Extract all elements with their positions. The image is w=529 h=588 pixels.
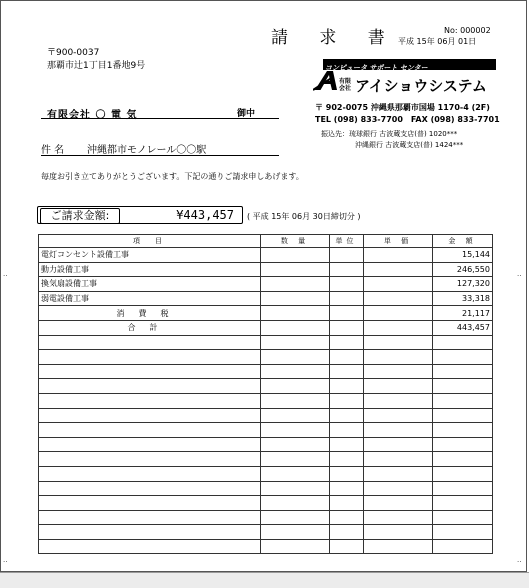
billing-period: ( 平成 15年 06月 30日締切分 ) [247,212,361,221]
table-cell-empty [261,466,330,481]
company-prefix-line2: 会社 [339,85,352,92]
table-cell-empty [261,408,330,423]
table-cell-empty [433,466,493,481]
table-cell-empty [39,408,261,423]
table-cell-empty [261,481,330,496]
table-cell-empty [330,466,364,481]
table-cell-empty [364,496,433,511]
table-cell-empty [261,364,330,379]
table-cell-empty [39,364,261,379]
table-cell-empty [433,350,493,365]
company-tagline: コンピュータ サポート センター [325,64,428,72]
table-row [39,291,493,306]
table-cell-price [364,306,433,321]
table-cell-empty [433,539,493,554]
header-price: 単 価 [364,235,433,248]
table-cell-empty [364,510,433,525]
document-title: 請 求 書 [271,28,398,48]
table-cell-empty [433,481,493,496]
margin-marker-bottom-right: .. [517,556,522,564]
table-cell-unit [330,306,364,321]
margin-marker-bottom-left: .. [3,556,8,564]
subject-label: 件 名 [41,145,65,156]
table-cell-empty [330,393,364,408]
table-cell-unit [330,277,364,292]
margin-marker-left: .. [3,270,8,278]
table-cell-amount: 246,550 [433,262,493,277]
table-row [39,248,493,263]
table-cell-empty [330,539,364,554]
table-cell-empty [261,496,330,511]
table-cell-empty [39,350,261,365]
subject-underline [41,155,279,156]
table-cell-empty [39,423,261,438]
table-cell-empty [261,335,330,350]
table-cell-amount: 127,320 [433,277,493,292]
table-cell-empty [433,408,493,423]
table-row-blank [39,379,493,394]
table-cell-empty [330,481,364,496]
items-header-row [39,235,493,248]
table-cell-empty [261,437,330,452]
table-cell-empty [433,364,493,379]
table-cell-empty [261,423,330,438]
table-cell-price [364,262,433,277]
document-number: No: 000002 [444,26,491,35]
table-cell-price [364,291,433,306]
company-address: 〒 902-0075 沖縄県那覇市国場 1170-4 (2F) [315,103,490,112]
table-cell-empty [39,335,261,350]
table-cell-empty [433,525,493,540]
table-cell-empty [364,408,433,423]
table-row [39,306,493,321]
table-cell-empty [39,496,261,511]
table-cell-item: 動力設備工事 [39,262,261,277]
table-cell-amount: 15,144 [433,248,493,263]
header-amount: 金 額 [433,235,493,248]
margin-marker-right: .. [517,270,522,278]
table-row-blank [39,335,493,350]
table-cell-item: 合計 [39,320,261,335]
table-row-blank [39,437,493,452]
table-cell-empty [330,379,364,394]
table-cell-unit [330,248,364,263]
table-cell-empty [364,466,433,481]
subject-value: 沖縄都市モノレール〇〇駅 [87,145,207,156]
table-row [39,320,493,335]
table-cell-qty [261,306,330,321]
viewer-status-bar [0,572,529,588]
table-cell-empty [39,379,261,394]
company-tel: TEL (098) 833-7700 FAX (098) 833-7701 [315,115,500,124]
table-cell-empty [364,437,433,452]
company-prefix [339,78,351,92]
table-cell-empty [261,452,330,467]
table-cell-empty [364,452,433,467]
table-row-blank [39,496,493,511]
table-cell-qty [261,262,330,277]
table-cell-empty [364,379,433,394]
table-cell-empty [39,466,261,481]
table-cell-empty [261,539,330,554]
table-row-blank [39,408,493,423]
table-cell-empty [39,510,261,525]
table-cell-qty [261,248,330,263]
header-qty: 数 量 [261,235,330,248]
billing-total-box [37,206,243,224]
recipient-postal: 〒900-0037 [47,48,100,58]
table-cell-unit [330,320,364,335]
table-cell-empty [330,423,364,438]
table-cell-empty [330,510,364,525]
table-cell-unit [330,291,364,306]
table-cell-empty [330,452,364,467]
items-body [39,248,493,554]
table-cell-empty [39,481,261,496]
table-row-blank [39,452,493,467]
table-row-blank [39,510,493,525]
table-cell-empty [39,393,261,408]
table-cell-empty [364,423,433,438]
document-date: 平成 15年 06月 01日 [398,37,477,46]
table-cell-empty [39,525,261,540]
table-row-blank [39,539,493,554]
recipient-underline [41,118,279,119]
greeting-text: 毎度お引き立てありがとうございます。下記の通りご請求申しあげます。 [41,172,304,181]
table-cell-empty [433,437,493,452]
table-row [39,277,493,292]
table-cell-empty [364,350,433,365]
table-cell-empty [364,539,433,554]
table-row-blank [39,481,493,496]
table-row [39,262,493,277]
table-cell-empty [433,379,493,394]
table-cell-item: 電灯コンセント設備工事 [39,248,261,263]
table-row-blank [39,364,493,379]
table-cell-empty [39,452,261,467]
billing-label: ご請求金額: [40,208,120,224]
table-cell-empty [261,510,330,525]
table-cell-empty [330,496,364,511]
recipient-address: 那覇市辻1丁目1番地9号 [47,61,146,71]
table-cell-empty [433,510,493,525]
table-cell-empty [330,408,364,423]
table-cell-empty [39,437,261,452]
table-cell-empty [261,350,330,365]
table-cell-empty [330,364,364,379]
billing-amount: ¥443,457 [176,208,234,222]
header-item: 項 目 [39,235,261,248]
table-cell-qty [261,277,330,292]
table-row-blank [39,525,493,540]
bank-line-2: 沖縄銀行 古波蔵支店(普) 1424*** [355,141,464,149]
table-cell-empty [364,525,433,540]
table-cell-unit [330,262,364,277]
table-cell-empty [364,364,433,379]
table-row-blank [39,423,493,438]
table-cell-amount: 33,318 [433,291,493,306]
table-row-blank [39,350,493,365]
table-cell-item: 消費税 [39,306,261,321]
table-row-blank [39,393,493,408]
table-cell-empty [261,393,330,408]
table-cell-empty [364,393,433,408]
table-cell-empty [433,496,493,511]
table-cell-price [364,320,433,335]
table-cell-empty [433,335,493,350]
table-cell-empty [364,335,433,350]
recipient-honorific: 御中 [237,109,256,119]
table-cell-empty [364,481,433,496]
company-name: アイショウシステム [355,77,487,95]
table-cell-empty [330,350,364,365]
table-cell-empty [330,525,364,540]
recipient-name: 有限会社 〇 電 気 [47,110,138,121]
bank-line-1: 振込先：琉球銀行 古波蔵支店(普) 1020*** [321,130,458,138]
table-row-blank [39,466,493,481]
items-table [38,234,493,554]
table-cell-amount: 21,117 [433,306,493,321]
table-cell-empty [433,452,493,467]
table-cell-price [364,248,433,263]
table-cell-empty [433,393,493,408]
table-cell-empty [433,423,493,438]
table-cell-price [364,277,433,292]
table-cell-item: 換気扇設備工事 [39,277,261,292]
table-cell-empty [261,379,330,394]
table-cell-empty [330,437,364,452]
table-cell-amount: 443,457 [433,320,493,335]
table-cell-item: 弱電設備工事 [39,291,261,306]
table-cell-qty [261,320,330,335]
header-unit: 単位 [330,235,364,248]
table-cell-empty [330,335,364,350]
table-cell-empty [261,525,330,540]
table-cell-empty [39,539,261,554]
company-prefix-line1: 有限 [339,78,352,85]
table-cell-qty [261,291,330,306]
